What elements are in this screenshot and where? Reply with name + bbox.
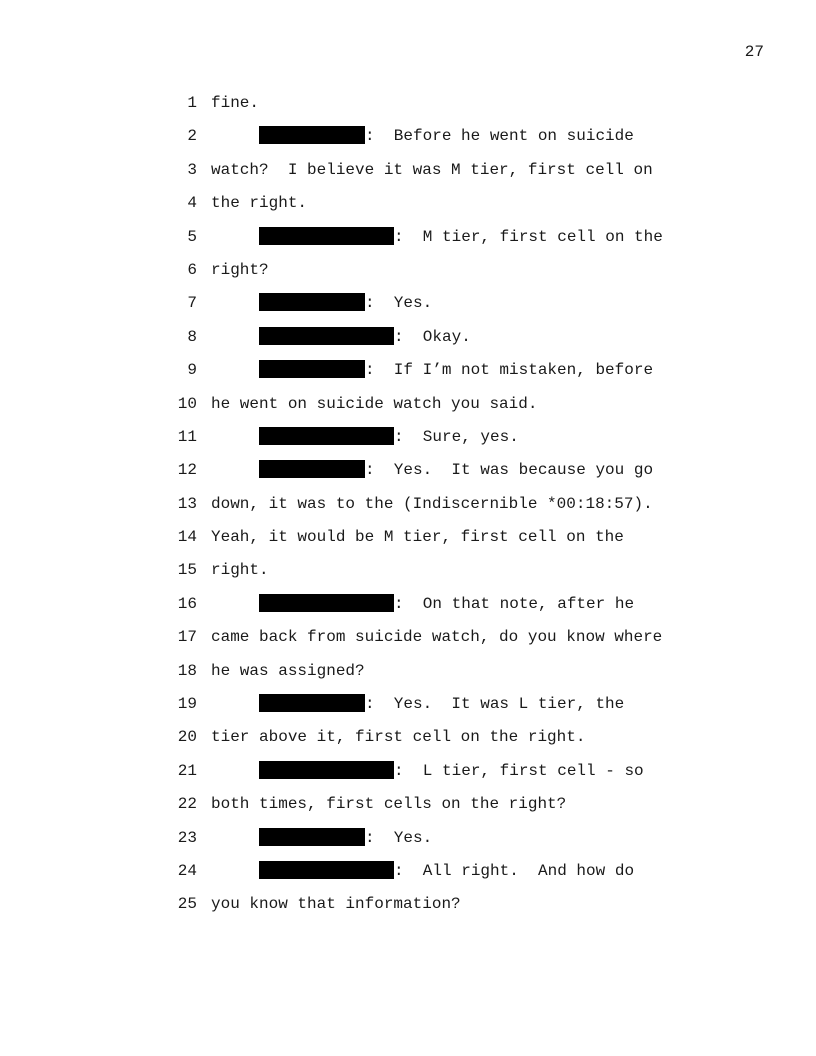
redacted-speaker-name <box>259 427 394 445</box>
line-number: 10 <box>177 394 197 413</box>
line-text <box>211 394 537 414</box>
line-content: he went on suicide watch you said. <box>211 394 538 413</box>
line-text <box>211 627 662 647</box>
line-number: 6 <box>187 260 197 279</box>
line-number: 19 <box>177 695 197 714</box>
transcript-line <box>0 828 816 861</box>
redacted-speaker-name <box>259 360 365 378</box>
transcript-line <box>0 93 816 126</box>
line-text <box>259 227 663 247</box>
line-number: 20 <box>177 728 197 747</box>
transcript-line <box>0 627 816 660</box>
line-content: right? <box>211 260 269 279</box>
redacted-speaker-name <box>259 227 394 245</box>
line-content: he was assigned? <box>211 661 365 680</box>
line-text <box>211 560 269 580</box>
line-number: 3 <box>187 160 197 179</box>
redacted-speaker-name <box>259 460 365 478</box>
line-content: you know that information? <box>211 895 461 914</box>
line-number: 23 <box>177 828 197 847</box>
transcript-line <box>0 894 816 927</box>
line-number: 22 <box>177 795 197 814</box>
redacted-speaker-name <box>259 694 365 712</box>
line-number: 5 <box>187 227 197 246</box>
redacted-speaker-name <box>259 828 365 846</box>
line-content: tier above it, first cell on the right. <box>211 728 586 747</box>
line-text <box>259 126 634 146</box>
line-content: : Yes. It was L tier, the <box>365 695 625 714</box>
line-text <box>211 794 566 814</box>
line-text <box>211 160 653 180</box>
line-content: : Okay. <box>394 327 471 346</box>
line-content: : Sure, yes. <box>394 427 519 446</box>
redacted-speaker-name <box>259 861 394 879</box>
line-content: : Yes. It was because you go <box>365 461 654 480</box>
line-content: both times, first cells on the right? <box>211 795 567 814</box>
transcript-line <box>0 694 816 727</box>
line-text <box>259 828 432 848</box>
line-number: 17 <box>177 628 197 647</box>
transcript-line <box>0 260 816 293</box>
transcript-line <box>0 460 816 493</box>
line-content: watch? I believe it was M tier, first cell on <box>211 160 653 179</box>
transcript-line <box>0 427 816 460</box>
line-content: : Before he went on suicide <box>365 127 634 146</box>
line-content: : Yes. <box>365 828 433 847</box>
line-number: 14 <box>177 528 197 547</box>
line-text <box>211 193 307 213</box>
line-content: : All right. And how do <box>394 861 635 880</box>
redacted-speaker-name <box>259 293 365 311</box>
redacted-speaker-name <box>259 761 394 779</box>
line-text <box>259 327 471 347</box>
transcript-line <box>0 193 816 226</box>
line-content: : L tier, first cell - so <box>394 761 644 780</box>
line-content: came back from suicide watch, do you know where <box>211 628 663 647</box>
line-content: : If I’m not mistaken, before <box>365 361 654 380</box>
line-text <box>211 894 461 914</box>
line-number: 18 <box>177 661 197 680</box>
line-content: fine. <box>211 94 260 112</box>
transcript-line <box>0 360 816 393</box>
transcript-body <box>0 93 816 928</box>
line-text <box>259 293 432 313</box>
line-number: 1 <box>187 94 197 112</box>
page-number: 27 <box>744 43 764 61</box>
line-number: 9 <box>187 361 197 380</box>
line-number: 16 <box>177 594 197 613</box>
line-content: : Yes. <box>365 294 433 313</box>
transcript-line <box>0 861 816 894</box>
transcript-line <box>0 227 816 260</box>
transcript-line <box>0 560 816 593</box>
line-content: right. <box>211 561 269 580</box>
line-number: 25 <box>177 895 197 914</box>
transcript-line <box>0 727 816 760</box>
line-content: the right. <box>211 194 308 213</box>
line-text <box>211 93 259 113</box>
line-text <box>211 260 269 280</box>
line-text <box>259 594 634 614</box>
transcript-line <box>0 293 816 326</box>
line-text <box>211 494 653 514</box>
transcript-line <box>0 794 816 827</box>
line-text <box>259 360 653 380</box>
line-number: 13 <box>177 494 197 513</box>
line-text <box>259 460 653 480</box>
line-number: 15 <box>177 561 197 580</box>
redacted-speaker-name <box>259 126 365 144</box>
line-number: 11 <box>177 427 197 446</box>
transcript-line <box>0 160 816 193</box>
line-number: 24 <box>177 861 197 880</box>
line-text <box>259 694 624 714</box>
transcript-line <box>0 527 816 560</box>
line-text <box>211 727 585 747</box>
line-number: 12 <box>177 461 197 480</box>
redacted-speaker-name <box>259 594 394 612</box>
transcript-line <box>0 494 816 527</box>
transcript-line <box>0 661 816 694</box>
transcript-line <box>0 126 816 159</box>
line-number: 21 <box>177 761 197 780</box>
line-content: : On that note, after he <box>394 594 635 613</box>
line-content: down, it was to the (Indiscernible *00:18:57). <box>211 494 653 513</box>
transcript-line <box>0 761 816 794</box>
line-text <box>259 761 644 781</box>
line-number: 2 <box>187 127 197 146</box>
transcript-line <box>0 327 816 360</box>
transcript-line <box>0 594 816 627</box>
line-number: 8 <box>187 327 197 346</box>
transcript-line <box>0 394 816 427</box>
line-text <box>259 427 519 447</box>
line-number: 4 <box>187 194 197 213</box>
redacted-speaker-name <box>259 327 394 345</box>
line-text <box>259 861 634 881</box>
line-text <box>211 661 365 681</box>
line-content: : M tier, first cell on the <box>394 227 663 246</box>
line-number: 7 <box>187 294 197 313</box>
line-text <box>211 527 624 547</box>
line-content: Yeah, it would be M tier, first cell on the <box>211 528 624 547</box>
